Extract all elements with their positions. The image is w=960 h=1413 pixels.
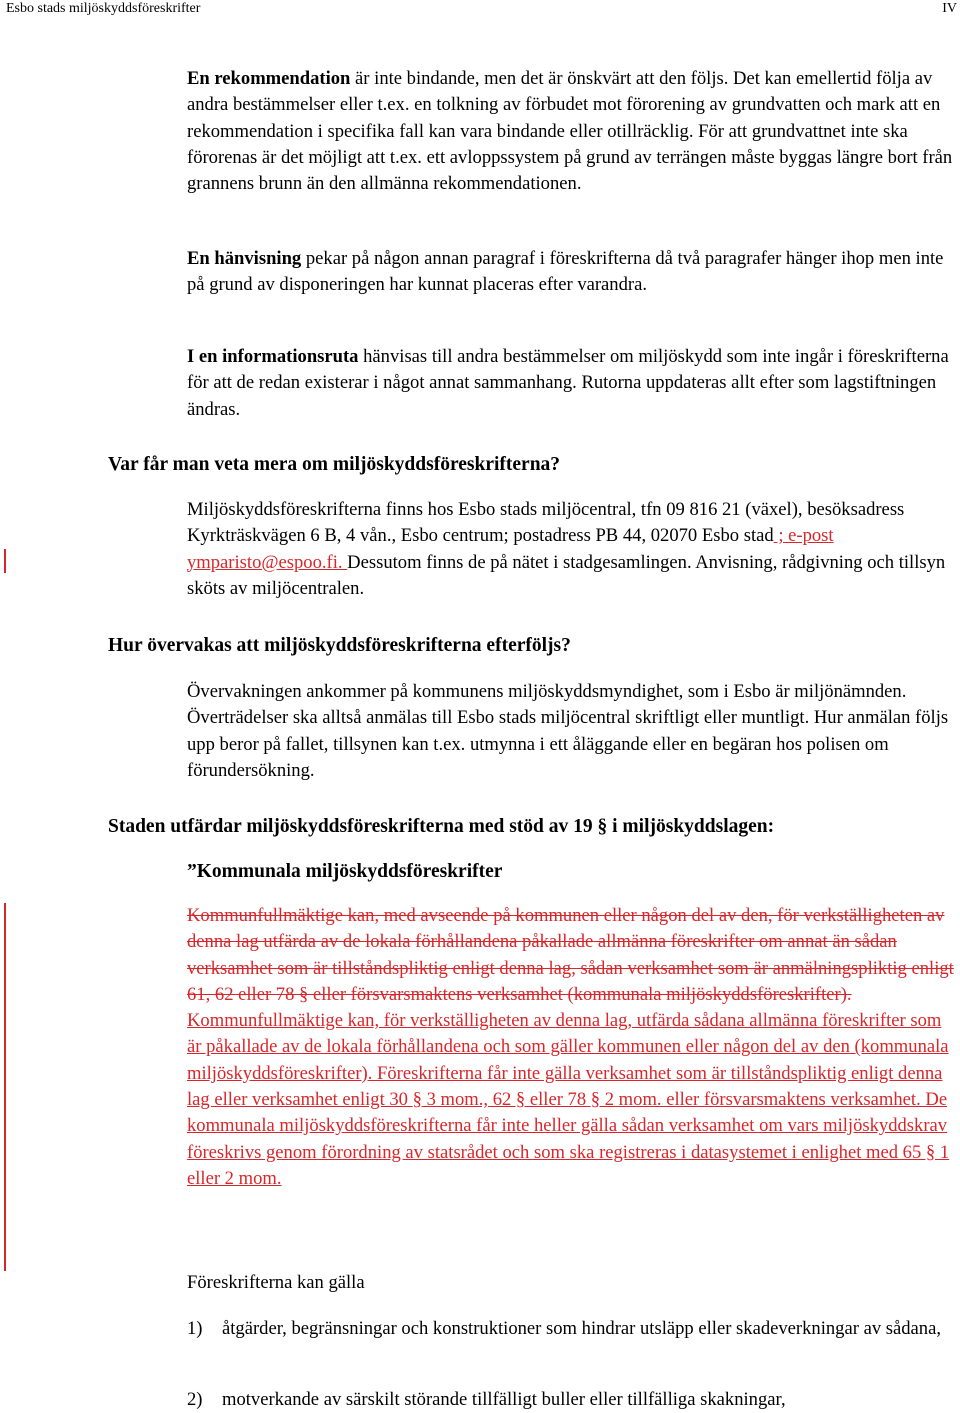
heading-legal-basis: Staden utfärdar miljöskyddsföreskrifterna med stöd av 19 § i miljöskyddslagen: <box>108 816 775 837</box>
quote-heading: ”Kommunala miljöskyddsföreskrifter <box>187 861 503 882</box>
list-text: motverkande av särskilt störande tillfälligt buller eller tillfälliga skakningar, <box>222 1389 786 1410</box>
list-item <box>187 1315 957 1371</box>
paragraph-text: Miljöskyddsföreskrifterna finns hos Esbo stads miljöcentral, tfn 09 816 21 (växel), besöksadress Kyrkträskvägen 6 B, 4 vån., Esbo centrum; postadress PB 44, 02070 Esbo stad <box>187 499 905 547</box>
amended-legal-text <box>187 903 957 1192</box>
heading-more-info: Var får man veta mera om miljöskyddsföreskrifterna? <box>108 454 561 475</box>
list-number: 2) <box>187 1389 203 1410</box>
paragraph-text: pekar på någon annan paragraf i föreskrifterna då två paragrafer hänger ihop men inte på grund av disponeringen har kunnat placeras efter varandra. <box>187 248 944 296</box>
paragraph-reference <box>187 246 957 299</box>
list-text: åtgärder, begränsningar och konstruktioner som hindrar utsläpp eller skadeverkningar av sådana, <box>222 1318 942 1339</box>
paragraph-text: hänvisas till andra bestämmelser om miljöskydd som inte ingår i föreskrifterna för att de redan existerar i något annat sammanhang. Rutorna uppdateras allt efter som lagstiftningen ändras. <box>187 346 949 420</box>
inserted-text: Kommunfullmäktige kan, för verkställigheten av denna lag, utfärda sådana allmänna föreskrifter som är påkallade av de lokala förhållandena och som gäller kommunen eller någon del av den (kommunala miljöskyddsföreskrifter). Föreskrifterna får inte gälla verksamhet som är tillståndspliktig enligt denna lag eller verksamhet enligt 30 § 3 mom., 62 § eller 78 § 2 mom. eller försvarsmaktens verksamhet. De kommunala miljöskyddsföreskrifterna får inte heller gälla sådan verksamhet om vars miljöskyddskrav föreskrivs genom förordning av statsrådet och som ska registreras i datasystemet i enlighet med 65 § 1 eller 2 mom. <box>187 1010 950 1189</box>
revision-bar <box>4 549 6 573</box>
paragraph-info-box <box>187 344 957 423</box>
document-title: Esbo stads miljöskyddsföreskrifter <box>6 1 201 16</box>
paragraph-text: Dessutom finns de på nätet i stadgesamlingen. Anvisning, rådgivning och tillsyn sköts av miljöcentralen. <box>187 551 946 599</box>
page-header <box>0 0 960 24</box>
paragraph-text: är inte bindande, men det är önskvärt att den följs. Det kan emellertid följa av andra bestämmelser eller t.ex. en tolkning av förbudet mot förorening av grundvatten och mark att en rekommendation i specifika fall kan vara bindande eller otillräcklig. För att grundvattnet inte ska förorenas är det möjligt att t.ex. ett avloppssystem på grund av terrängen måste byggas längre bort från grannens brunn än den allmänna rekommendationen. <box>187 68 953 195</box>
page-number: IV <box>942 1 957 16</box>
heading-supervision: Hur övervakas att miljöskyddsföreskrifterna efterföljs? <box>108 635 571 656</box>
term-reference: En hänvisning <box>187 248 302 269</box>
paragraph-scope-intro: Föreskrifterna kan gälla <box>187 1272 365 1293</box>
paragraph-contact <box>187 497 957 602</box>
deleted-text: Kommunfullmäktige kan, med avseende på kommunen eller någon del av den, för verkställigheten av denna lag utfärda av de lokala förhållandena påkallade allmänna föreskrifter om annat än sådan verksamhet som är tillståndspliktig enligt denna lag, sådan verksamhet som är anmälningspliktig enligt 61, 62 eller 78 § eller försvarsmaktens verksamhet (kommunala miljöskyddsföreskrifter). <box>187 905 954 1005</box>
list-number: 1) <box>187 1318 203 1339</box>
paragraph-recommendation <box>187 66 957 197</box>
term-recommendation: En rekommendation <box>187 68 351 89</box>
term-info-box: I en informationsruta <box>187 346 359 367</box>
revision-bar <box>4 903 6 1271</box>
list-item <box>187 1386 957 1412</box>
inserted-email-text[interactable]: ; e-post ymparisto@espoo.fi. <box>187 525 834 573</box>
paragraph-supervision: Övervakningen ankommer på kommunens miljöskyddsmyndighet, som i Esbo är miljönämnden. Överträdelser ska alltså anmälas till Esbo stads miljöcentral skriftligt eller muntligt. Hur anmälan följs upp beror på fallet, tillsynen kan t.ex. utmynna i ett åläggande eller en begäran hos polisen om förundersökning. <box>187 681 949 781</box>
